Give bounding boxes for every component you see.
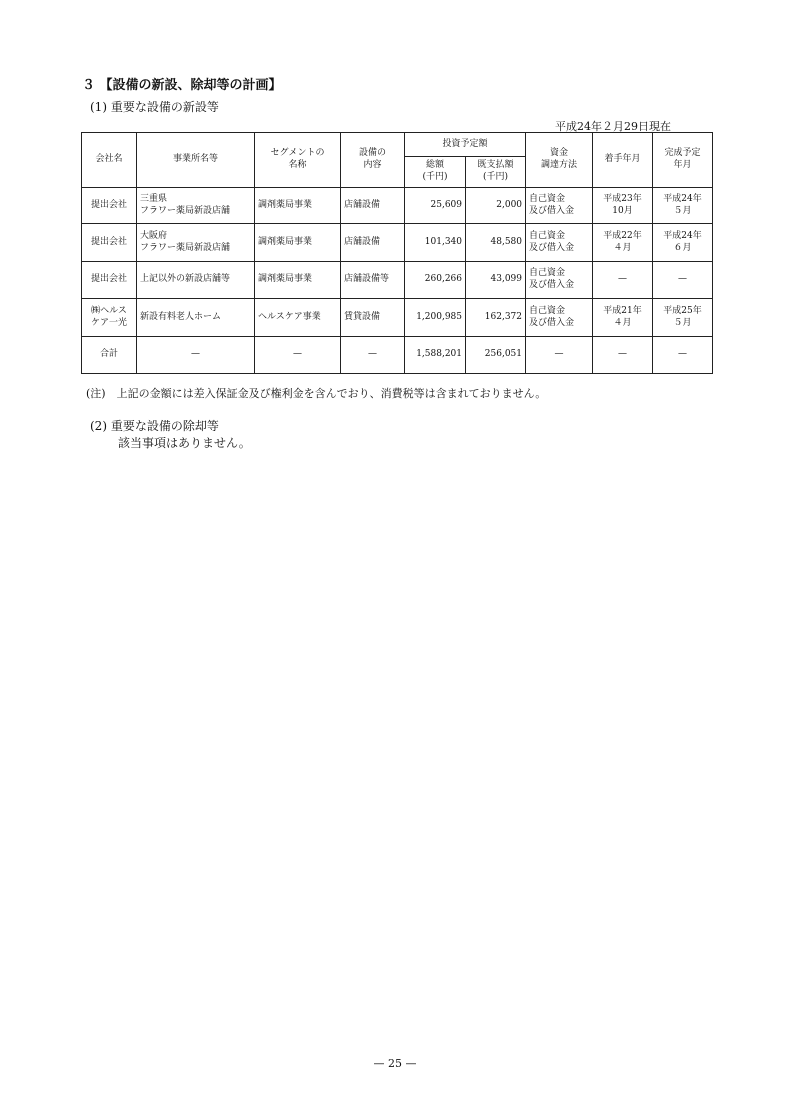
- table-row: [82, 262, 713, 299]
- subsection-1-title: (1) 重要な設備の新設等: [90, 100, 219, 114]
- cell-segment: 調剤薬局事業: [255, 188, 341, 224]
- cell-start: 平成23年 10月: [593, 188, 653, 224]
- cell-office: 大阪府 フラワー薬局新設店舗: [137, 224, 255, 262]
- as-of-date: 平成24年２月29日現在: [555, 120, 671, 133]
- header-start: 着手年月: [593, 133, 653, 188]
- cell-paid: 162,372: [466, 299, 526, 337]
- cell-facility: 賃貸設備: [341, 299, 405, 337]
- cell-paid: 256,051: [466, 337, 526, 374]
- cell-paid: 43,099: [466, 262, 526, 299]
- cell-segment: 調剤薬局事業: [255, 262, 341, 299]
- cell-funding: 自己資金 及び借入金: [526, 299, 593, 337]
- cell-company: 提出会社: [82, 224, 137, 262]
- cell-company: ㈱ヘルス ケア一光: [82, 299, 137, 337]
- cell-funding: —: [526, 337, 593, 374]
- cell-company: 提出会社: [82, 262, 137, 299]
- header-total: 総額 (千円): [405, 157, 466, 188]
- cell-office: 三重県 フラワー薬局新設店舗: [137, 188, 255, 224]
- cell-start: —: [593, 337, 653, 374]
- cell-funding: 自己資金 及び借入金: [526, 262, 593, 299]
- subsection-2-title: (2) 重要な設備の除却等: [90, 419, 219, 433]
- cell-facility: 店舗設備: [341, 224, 405, 262]
- cell-start: 平成22年 ４月: [593, 224, 653, 262]
- cell-office: 上記以外の新設店舗等: [137, 262, 255, 299]
- table-row: [82, 224, 713, 262]
- table-row: [82, 188, 713, 224]
- cell-complete: 平成24年 ５月: [653, 188, 713, 224]
- table-footnote: (注) 上記の金額には差入保証金及び権利金を含んでおり、消費税等は含まれておりません。: [86, 387, 547, 400]
- subsection-2-body: 該当事項はありません。: [118, 436, 251, 450]
- cell-complete: —: [653, 337, 713, 374]
- cell-funding: 自己資金 及び借入金: [526, 224, 593, 262]
- cell-segment: 調剤薬局事業: [255, 224, 341, 262]
- table-row-total: [82, 337, 713, 374]
- cell-segment: ヘルスケア事業: [255, 299, 341, 337]
- header-segment: セグメントの 名称: [255, 133, 341, 188]
- cell-total: 101,340: [405, 224, 466, 262]
- cell-office: 新設有料老人ホーム: [137, 299, 255, 337]
- cell-complete: 平成24年 ６月: [653, 224, 713, 262]
- cell-facility: 店舗設備等: [341, 262, 405, 299]
- section-heading: ３ 【設備の新設、除却等の計画】: [82, 78, 282, 93]
- cell-segment: —: [255, 337, 341, 374]
- cell-start: 平成21年 ４月: [593, 299, 653, 337]
- header-investment: 投資予定額: [405, 133, 526, 157]
- cell-office: —: [137, 337, 255, 374]
- cell-paid: 48,580: [466, 224, 526, 262]
- cell-company: 提出会社: [82, 188, 137, 224]
- header-paid: 既支払額 (千円): [466, 157, 526, 188]
- capex-plan-table: [81, 132, 713, 374]
- cell-total: 260,266: [405, 262, 466, 299]
- cell-paid: 2,000: [466, 188, 526, 224]
- cell-facility: 店舗設備: [341, 188, 405, 224]
- table-row: [82, 299, 713, 337]
- header-company: 会社名: [82, 133, 137, 188]
- page-number: — 25 —: [373, 1057, 417, 1070]
- header-complete: 完成予定 年月: [653, 133, 713, 188]
- cell-total: 25,609: [405, 188, 466, 224]
- cell-total: 1,200,985: [405, 299, 466, 337]
- cell-complete: 平成25年 ５月: [653, 299, 713, 337]
- header-office: 事業所名等: [137, 133, 255, 188]
- cell-company: 合計: [82, 337, 137, 374]
- cell-funding: 自己資金 及び借入金: [526, 188, 593, 224]
- cell-complete: —: [653, 262, 713, 299]
- header-funding: 資金 調達方法: [526, 133, 593, 188]
- cell-total: 1,588,201: [405, 337, 466, 374]
- cell-facility: —: [341, 337, 405, 374]
- cell-start: —: [593, 262, 653, 299]
- header-facility: 設備の 内容: [341, 133, 405, 188]
